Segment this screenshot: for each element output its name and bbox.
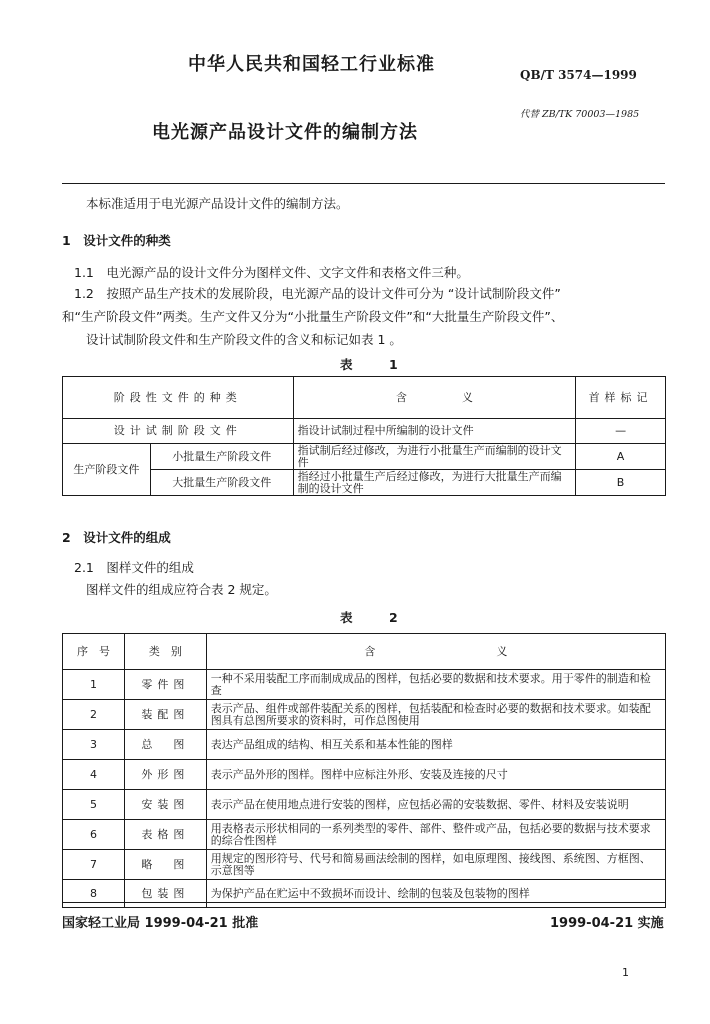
table-2-cell-type: 安装图 [124, 790, 206, 820]
table-2-cell-meaning: 用规定的图形符号、代号和简易画法绘制的图样，如电原理图、接线图、系统图、方框图、示意图等 [206, 850, 665, 880]
table-1-cell-meaning: 指试制后经过修改，为进行小批量生产而编制的设计文件 [293, 444, 576, 470]
table-2-cell-type: 表格图 [124, 820, 206, 850]
clause-1-2-line2: 和“生产阶段文件”两类。生产文件又分为“小批量生产阶段文件”和“大批量生产阶段文件”、 [62, 309, 564, 324]
table-1-cell-meaning: 指设计试制过程中所编制的设计文件 [293, 419, 576, 444]
clause-1-1: 1.1 电光源产品的设计文件分为图样文件、文字文件和表格文件三种。 [74, 265, 469, 280]
table-2-cell-type: 包装图 [124, 880, 206, 908]
table-1 [62, 376, 666, 496]
table-2-cell-meaning: 表示产品、组件或部件装配关系的图样，包括装配和检查时必要的数据和技术要求。如装配图具有总图所要求的资料时，可作总图使用 [206, 700, 665, 730]
table-1-header-mark: 首样标记 [576, 377, 666, 419]
table-2-cell-no: 1 [63, 670, 125, 700]
page-number: 1 [622, 966, 629, 979]
table-2-cell-no: 8 [63, 880, 125, 908]
table-2-cell-type: 零件图 [124, 670, 206, 700]
table-2-header-no: 序 号 [63, 634, 125, 670]
section-1-heading: 1 设计文件的种类 [62, 233, 171, 248]
table-row [63, 444, 666, 470]
table-row [63, 700, 666, 730]
table-2-cell-type: 略 图 [124, 850, 206, 880]
table-1-header-meaning: 含 义 [293, 377, 576, 419]
table-row [63, 419, 666, 444]
table-row [63, 850, 666, 880]
section-2-heading: 2 设计文件的组成 [62, 530, 171, 545]
scope-paragraph: 本标准适用于电光源产品设计文件的编制方法。 [86, 196, 349, 211]
table-2-header-row [63, 634, 666, 670]
table-2-cell-no: 7 [63, 850, 125, 880]
table-2-header-type: 类 别 [124, 634, 206, 670]
table-2-cell-meaning: 表示产品外形的图样。图样中应标注外形、安装及连接的尺寸 [206, 760, 665, 790]
clause-1-2-line1: 1.2 按照产品生产技术的发展阶段，电光源产品的设计文件可分为 “设计试制阶段文件” [74, 286, 561, 301]
document-title: 电光源产品设计文件的编制方法 [152, 122, 418, 143]
table-2-cell-no: 2 [63, 700, 125, 730]
clause-2-1: 2.1 图样文件的组成 [74, 560, 194, 575]
table-1-cell-kind: 大批量生产阶段文件 [150, 470, 293, 496]
table-1-group-label: 生产阶段文件 [63, 444, 151, 496]
clause-1-2-line3: 设计试制阶段文件和生产阶段文件的含义和标记如表 1 。 [86, 332, 402, 347]
table-row [63, 730, 666, 760]
table-2-cell-type: 总 图 [124, 730, 206, 760]
table-row [63, 820, 666, 850]
table-1-cell-mark: — [576, 419, 666, 444]
top-rule [62, 183, 665, 184]
table-2-cell-type: 装配图 [124, 700, 206, 730]
table-2-cell-no: 6 [63, 820, 125, 850]
table-2-cell-no: 4 [63, 760, 125, 790]
table-row [63, 760, 666, 790]
table-row [63, 790, 666, 820]
table-2-cell-meaning: 为保护产品在贮运中不致损坏而设计、绘制的包装及包装物的图样 [206, 880, 665, 908]
table-2-cell-meaning: 表示产品在使用地点进行安装的图样，应包括必需的安装数据、零件、材料及安装说明 [206, 790, 665, 820]
table-1-caption: 表 1 [340, 357, 410, 372]
table-2-caption: 表 2 [340, 610, 410, 625]
table-row [63, 470, 666, 496]
table-row [63, 880, 666, 908]
table-1-cell-kind: 设计试制阶段文件 [63, 419, 294, 444]
table-1-header-kind: 阶段性文件的种类 [63, 377, 294, 419]
table-row [63, 670, 666, 700]
table-2-cell-meaning: 一种不采用装配工序而制成成品的图样，包括必要的数据和技术要求。用于零件的制造和检查 [206, 670, 665, 700]
table-2-header-meaning: 含 义 [206, 634, 665, 670]
replaces-note: 代替 ZB/TK 70003—1985 [520, 109, 640, 120]
bottom-rule [62, 902, 665, 903]
table-2-cell-type: 外形图 [124, 760, 206, 790]
table-2-cell-meaning: 表达产品组成的结构、相互关系和基本性能的图样 [206, 730, 665, 760]
table-2 [62, 633, 666, 908]
clause-2-1-text: 图样文件的组成应符合表 2 规定。 [86, 582, 277, 597]
table-1-header-row [63, 377, 666, 419]
table-2-cell-meaning: 用表格表示形状相同的一系列类型的零件、部件、整件或产品，包括必要的数据与技术要求的综合性图样 [206, 820, 665, 850]
table-2-cell-no: 3 [63, 730, 125, 760]
table-1-cell-kind: 小批量生产阶段文件 [150, 444, 293, 470]
table-2-cell-no: 5 [63, 790, 125, 820]
table-1-cell-mark: B [576, 470, 666, 496]
table-1-cell-mark: A [576, 444, 666, 470]
approval-note: 国家轻工业局 1999-04-21 批准 [62, 916, 259, 931]
table-1-cell-meaning: 指经过小批量生产后经过修改，为进行大批量生产而编制的设计文件 [293, 470, 576, 496]
standard-organization: 中华人民共和国轻工行业标准 [188, 54, 435, 75]
implementation-date: 1999-04-21 实施 [550, 916, 664, 931]
standard-code: QB/T 3574—1999 [520, 68, 637, 82]
